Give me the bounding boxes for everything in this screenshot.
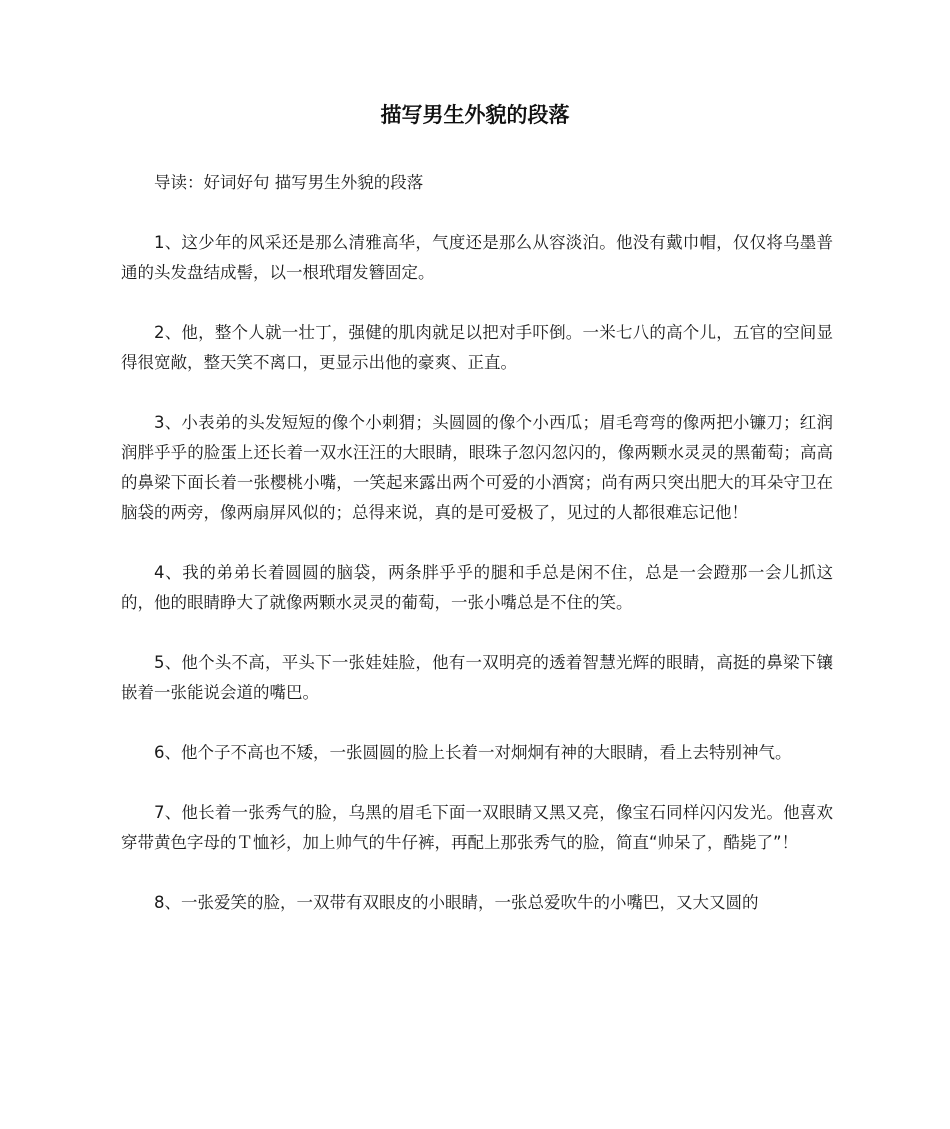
intro-paragraph: 导读：好词好句 描写男生外貌的段落 bbox=[154, 173, 424, 192]
document-body bbox=[121, 168, 833, 948]
paragraph-1: 1、这少年的风采还是那么清雅高华，气度还是那么从容淡泊。他没有戴巾帽，仅仅将乌墨普通的头发盘结成髻，以一根玳瑁发簪固定。 bbox=[121, 233, 833, 282]
paragraph-3: 3、小表弟的头发短短的像个小刺猬；头圆圆的像个小西瓜；眉毛弯弯的像两把小镰刀；红润润胖乎乎的脸蛋上还长着一双水汪汪的大眼睛，眼珠子忽闪忽闪的，像两颗水灵灵的黑葡萄；高高的鼻梁下面长着一张樱桃小嘴，一笑起来露出两个可爱的小酒窝；尚有两只突出肥大的耳朵守卫在脑袋的两旁，像两扇屏风似的；总得来说，真的是可爱极了，见过的人都很难忘记他！ bbox=[121, 413, 833, 522]
paragraph-8: 8、一张爱笑的脸，一双带有双眼皮的小眼睛，一张总爱吹牛的小嘴巴，又大又圆的 bbox=[154, 893, 759, 912]
paragraph-4: 4、我的弟弟长着圆圆的脑袋，两条胖乎乎的腿和手总是闲不住，总是一会蹬那一会儿抓这的，他的眼睛睁大了就像两颗水灵灵的葡萄，一张小嘴总是不住的笑。 bbox=[121, 563, 833, 612]
paragraph-7: 7、他长着一张秀气的脸，乌黑的眉毛下面一双眼睛又黑又亮，像宝石同样闪闪发光。他喜欢穿带黄色字母的Ｔ恤衫，加上帅气的牛仔裤，再配上那张秀气的脸，简直“帅呆了，酷毙了”！ bbox=[121, 803, 833, 852]
page-title: 描写男生外貌的段落 bbox=[380, 103, 570, 127]
paragraph-5: 5、他个头不高，平头下一张娃娃脸，他有一双明亮的透着智慧光辉的眼睛，高挺的鼻梁下镶嵌着一张能说会道的嘴巴。 bbox=[121, 653, 833, 702]
paragraph-2: 2、他，整个人就一壮丁，强健的肌肉就足以把对手吓倒。一米七八的高个儿，五官的空间显得很宽敞，整天笑不离口，更显示出他的豪爽、正直。 bbox=[121, 323, 833, 372]
paragraph-6: 6、他个子不高也不矮，一张圆圆的脸上长着一对炯炯有神的大眼睛，看上去特别神气。 bbox=[154, 743, 792, 762]
